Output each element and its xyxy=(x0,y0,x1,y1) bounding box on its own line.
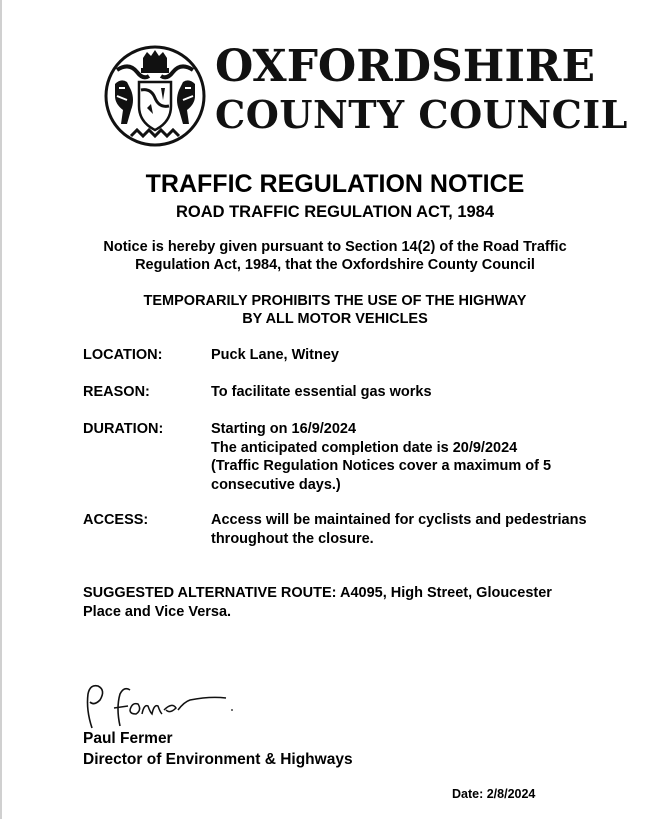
alternative-route-line: SUGGESTED ALTERNATIVE ROUTE: A4095, High Street, Gloucester xyxy=(83,585,552,601)
alternative-route-line: Place and Vice Versa. xyxy=(83,603,232,620)
council-logo xyxy=(103,41,628,150)
prohibition-statement xyxy=(0,292,670,328)
location-label: LOCATION: xyxy=(83,347,163,363)
signatory-title: Director of Environment & Highways xyxy=(83,751,353,768)
notice-subtitle: ROAD TRAFFIC REGULATION ACT, 1984 xyxy=(175,203,495,221)
duration-line: Starting on 16/9/2024 xyxy=(211,421,357,437)
location-value xyxy=(211,346,631,365)
access-line: Access will be maintained for cyclists and pedestrians xyxy=(211,512,587,528)
alternative-route xyxy=(83,584,552,621)
council-name-line2: COUNTY COUNCIL xyxy=(215,92,628,137)
council-name-line1: OXFORDSHIRE xyxy=(215,41,596,92)
notice-intro-line: Notice is hereby given pursuant to Section 14(2) of the Road Traffic xyxy=(103,239,567,255)
coat-of-arms-icon xyxy=(103,44,207,148)
notice-title: TRAFFIC REGULATION NOTICE xyxy=(145,170,525,198)
signatory xyxy=(83,728,353,770)
duration-line: (Traffic Regulation Notices cover a maximum of 5 xyxy=(211,458,552,474)
reason-line: To facilitate essential gas works xyxy=(211,384,432,400)
location-line: Puck Lane, Witney xyxy=(211,347,339,363)
access-label: ACCESS: xyxy=(83,512,149,528)
signatory-name: Paul Fermer xyxy=(83,730,173,747)
prohibition-line: BY ALL MOTOR VEHICLES xyxy=(242,311,428,327)
access-value xyxy=(211,511,631,548)
duration-value xyxy=(211,420,631,494)
duration-label: DURATION: xyxy=(83,421,164,437)
duration-line: The anticipated completion date is 20/9/2024 xyxy=(211,439,518,456)
prohibition-line: TEMPORARILY PROHIBITS THE USE OF THE HIGHWAY xyxy=(143,293,527,309)
page-edge xyxy=(0,0,2,819)
duration-line: consecutive days.) xyxy=(211,476,341,493)
reason-label: REASON: xyxy=(83,384,150,400)
notice-intro-line: Regulation Act, 1984, that the Oxfordshire County Council xyxy=(135,257,535,273)
notice-intro xyxy=(0,238,670,274)
access-line: throughout the closure. xyxy=(211,530,374,547)
notice-date: Date: 2/8/2024 xyxy=(452,787,536,801)
council-name xyxy=(215,42,628,138)
handwritten-signature xyxy=(80,680,240,730)
reason-value xyxy=(211,383,631,402)
